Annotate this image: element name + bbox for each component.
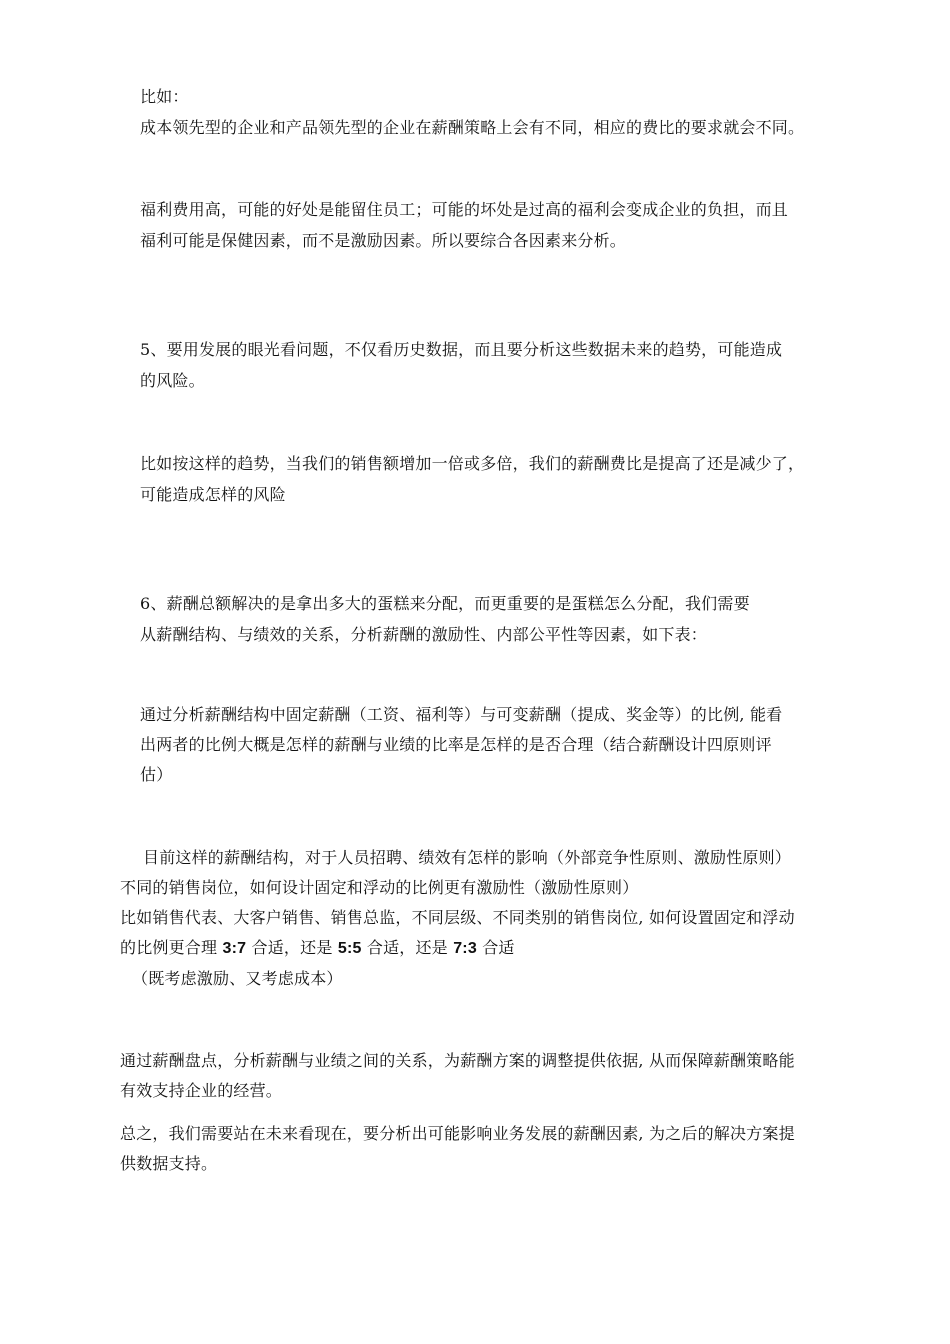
text-line: 可能造成怎样的风险 bbox=[140, 485, 286, 504]
text-line: 目前这样的薪酬结构，对于人员招聘、绩效有怎样的影响（外部竞争性原则、激励性原则） bbox=[143, 848, 792, 867]
text-line: 出两者的比例大概是怎样的薪酬与业绩的比率是怎样的是否合理（结合薪酬设计四原则评 bbox=[140, 735, 772, 754]
text-line: 通过薪酬盘点，分析薪酬与业绩之间的关系，为薪酬方案的调整提供依据, 从而保障薪酬策略能 bbox=[120, 1051, 795, 1070]
text-line: 从薪酬结构、与绩效的关系，分析薪酬的激励性、内部公平性等因素，如下表： bbox=[140, 625, 708, 644]
text-line: 比如： bbox=[140, 87, 189, 106]
ratio-5-5: 5:5 bbox=[337, 940, 362, 957]
text-line: 6、薪酬总额解决的是拿出多大的蛋糕来分配，而更重要的是蛋糕怎么分配，我们需要 bbox=[140, 594, 750, 613]
ratio-7-3: 7:3 bbox=[453, 940, 477, 957]
ratio-3-7: 3:7 bbox=[222, 940, 247, 957]
text-line: 总之，我们需要站在未来看现在，要分析出可能影响业务发展的薪酬因素, 为之后的解决方案提 bbox=[120, 1124, 795, 1143]
text-line: 福利费用高，可能的好处是能留住员工；可能的坏处是过高的福利会变成企业的负担，而且 bbox=[140, 200, 789, 219]
text-line: （既考虑激励、又考虑成本） bbox=[132, 969, 343, 988]
text-line: 不同的销售岗位，如何设计固定和浮动的比例更有激励性（激励性原则） bbox=[120, 878, 639, 897]
text-line: 的风险。 bbox=[140, 371, 205, 390]
text-line: 成本领先型的企业和产品领先型的企业在薪酬策略上会有不同，相应的费比的要求就会不同。 bbox=[140, 118, 805, 137]
text-line: 福利可能是保健因素，而不是激励因素。所以要综合各因素来分析。 bbox=[140, 231, 627, 250]
ratio-prefix: 的比例更合理 bbox=[120, 938, 218, 957]
text-line: 通过分析薪酬结构中固定薪酬（工资、福利等）与可变薪酬（提成、奖金等）的比例, 能看 bbox=[140, 705, 783, 724]
text-line: 有效支持企业的经营。 bbox=[120, 1081, 283, 1100]
ratio-line bbox=[120, 937, 515, 960]
text-line: 供数据支持。 bbox=[120, 1154, 218, 1173]
text-line: 5、要用发展的眼光看问题，不仅看历史数据，而且要分析这些数据未来的趋势，可能造成 bbox=[140, 340, 783, 359]
ratio-sep: 合适，还是 bbox=[366, 938, 448, 957]
text-line: 比如销售代表、大客户销售、销售总监，不同层级、不同类别的销售岗位, 如何设置固定和浮动 bbox=[120, 908, 795, 927]
ratio-sep: 合适，还是 bbox=[251, 938, 333, 957]
text-line: 估） bbox=[140, 765, 173, 784]
ratio-suffix: 合适 bbox=[482, 938, 515, 957]
text-line: 比如按这样的趋势，当我们的销售额增加一倍或多倍，我们的薪酬费比是提高了还是减少了， bbox=[140, 454, 805, 473]
